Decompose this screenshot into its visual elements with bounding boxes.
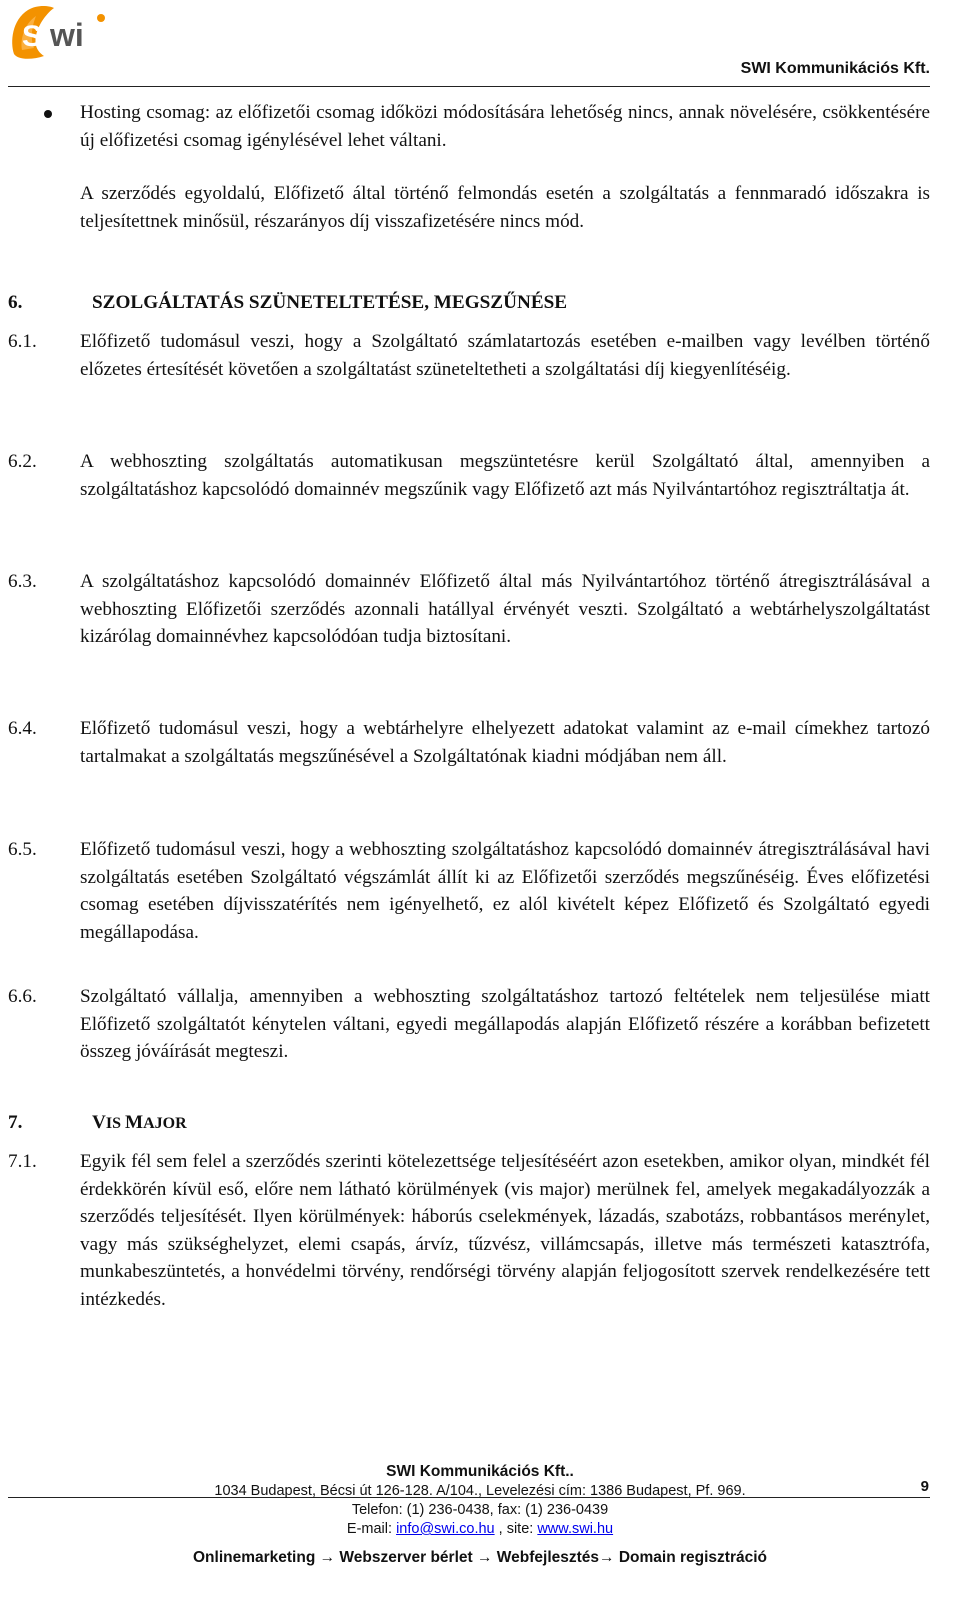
- item-text: Előfizető tudomásul veszi, hogy a webtárhelyre elhelyezett adatokat valamint az e-mail címekhez tartozó tartalmakat a szolgáltatás megszűnésével a Szolgáltatónak kiadni módjában nem áll.: [80, 718, 930, 767]
- section-6-title: SZOLGÁLTATÁS SZÜNETELTETÉSE, MEGSZŰNÉSE: [92, 292, 568, 313]
- item-number: 7.1.: [8, 1151, 37, 1172]
- item-text: Előfizető tudomásul veszi, hogy a Szolgáltató számlatartozás esetében e-mailben vagy levélben történő előzetes értesítését követően a szolgáltatást szüneteltetheti a szolgáltatási díj kiegyenlítéséig.: [80, 331, 930, 380]
- item-text: Szolgáltató vállalja, amennyiben a webhoszting szolgáltatáshoz tartozó feltételek nem teljesülése miatt Előfizető szolgáltatót kénytelen váltani, egyedi megállapodás alapján Előfizető részére a korábban befizetett összeg jóváírását megteszi.: [80, 986, 930, 1062]
- item-text: Előfizető tudomásul veszi, hogy a webhoszting szolgáltatáshoz kapcsolódó domainnév átregisztrálásával havi szolgáltatás esetében Szolgáltató végszámlát állít ki az Előfizetői szerződés megszűnéséig. Éves előfizetési csomag esetében díjvisszatérítés nem igényelhető, ez alól kivételt képez Előfizető és Szolgáltató egyedi megállapodása.: [80, 839, 930, 943]
- footer-company-name: SWI Kommunikációs Kft..: [386, 1463, 574, 1480]
- arrow-right-icon: →: [476, 1549, 493, 1566]
- header-company-name: SWI Kommunikációs Kft.: [740, 60, 930, 77]
- footer-services: [0, 1548, 960, 1568]
- service-webszerver: Webszerver bérlet: [339, 1549, 473, 1566]
- item-number: 6.2.: [8, 451, 37, 472]
- item-text: Egyik fél sem felel a szerződés szerinti kötelezettsége teljesítéséért azon esetekben, amikor olyan, mindkét fél érdekkörén kívül eső, előre nem látható körülmények (vis major) merülnek fel, amelyek megakadályozzák a szerződés teljesítését. Ilyen körülmények: háborús cselekmények, lázadás, szabotázs, robbantásos merénylet, vagy más szükséghelyzet, elemi csapás, árvíz, tűzvész, villámcsapás, illetve más természeti katasztrófa, munkabeszüntetés, a honvédelmi törvény, rendőrségi törvény alapján feljogosított szervek rendelkezésére tett intézkedés.: [80, 1151, 930, 1310]
- section-6-number: 6.: [8, 292, 23, 313]
- item-text: A webhoszting szolgáltatás automatikusan megszüntetésre kerül Szolgáltató által, amennyiben a szolgáltatáshoz kapcsolódó domainnév megszűnik vagy Előfizető azt más Nyilvántartóhoz regisztráltatja át.: [80, 451, 930, 500]
- item-number: 6.3.: [8, 571, 37, 592]
- bullet-paragraph: Hosting csomag: az előfizetői csomag időközi módosítására lehetőség nincs, annak növelésére, csökkentésére új előfizetési csomag igénylésével lehet váltani.: [80, 102, 930, 151]
- section-7-title: VIS MAJOR: [92, 1112, 187, 1133]
- footer-address: 1034 Budapest, Bécsi út 126-128. A/104., Levelezési cím: 1386 Budapest, Pf. 969.: [214, 1483, 746, 1499]
- item-text: A szolgáltatáshoz kapcsolódó domainnév Előfizető által más Nyilvántartóhoz történő átregisztrálásával a webhoszting Előfizetői szerződés azonnali hatállyal érvényét veszti. Szolgáltató a webtárhelyszolgáltatást kizárólag domainnévhez kapcsolódóan tudja biztosítani.: [80, 571, 930, 647]
- page-number: 9: [920, 1478, 929, 1495]
- email-link[interactable]: info@swi.co.hu: [396, 1521, 495, 1537]
- item-number: 6.4.: [8, 718, 37, 739]
- footer-phone: Telefon: (1) 236-0438, fax: (1) 236-0439: [351, 1502, 609, 1518]
- swi-logo: [8, 2, 110, 60]
- svg-text:S: S: [22, 20, 43, 53]
- service-onlinemarketing: Onlinemarketing: [192, 1549, 316, 1566]
- item-number: 6.5.: [8, 839, 37, 860]
- arrow-right-icon: →: [319, 1549, 336, 1566]
- section-7-number: 7.: [8, 1112, 23, 1133]
- footer-contact: E-mail: info@swi.co.hu , site: www.swi.hu: [346, 1521, 614, 1537]
- item-number: 6.1.: [8, 331, 37, 352]
- paragraph-termination: A szerződés egyoldalú, Előfizető által történő felmondás esetén a szolgáltatás a fennmaradó időszakra is teljesítettnek minősül, részarányos díj visszafizetésére nincs mód.: [80, 183, 930, 232]
- item-number: 6.6.: [8, 986, 37, 1007]
- header-divider: [8, 86, 930, 87]
- svg-text:wi: wi: [50, 17, 84, 53]
- bullet-icon: [44, 110, 52, 118]
- arrow-right-icon: →: [599, 1549, 615, 1566]
- website-link[interactable]: www.swi.hu: [537, 1521, 614, 1537]
- service-domain: Domain regisztráció: [618, 1549, 767, 1566]
- service-webfejlesztes: Webfejlesztés: [496, 1549, 600, 1566]
